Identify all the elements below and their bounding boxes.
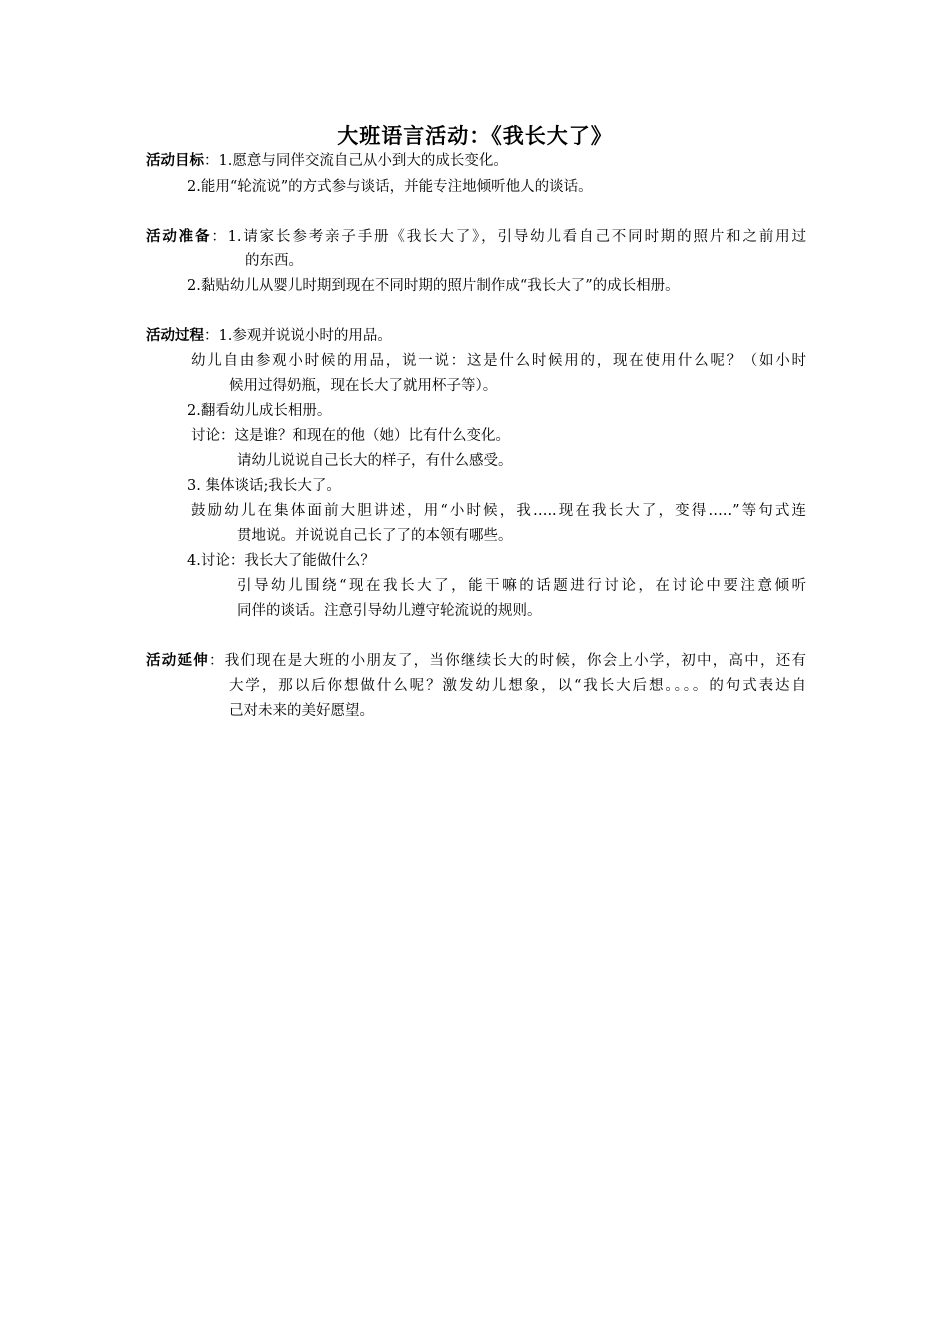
process-step-4-detail-line-1: 引导幼儿围绕“现在我长大了，能干嘛的话题进行讨论，在讨论中要注意倾听	[237, 578, 806, 594]
process-step-4: 4.讨论：我长大了能做什么？	[187, 553, 375, 569]
process-step-4-detail-line-2: 同伴的谈话。注意引导幼儿遵守轮流说的规则。	[237, 603, 542, 619]
goal-item-2: 2.能用“轮流说”的方式参与谈话，并能专注地倾听他人的谈话。	[187, 179, 593, 195]
process-step-2-detail-line-1: 讨论：这是谁？和现在的他（她）比有什么变化。	[191, 428, 510, 444]
process-step-2-detail-line-2: 请幼儿说说自己长大的样子，有什么感受。	[237, 453, 513, 469]
prep-label: 活动准备	[146, 228, 212, 245]
prep-item-1-line-1: ：1.请家长参考亲子手册《我长大了》，引导幼儿看自己不同时期的照片和之前用过	[211, 229, 806, 245]
process-step-1: ：1.参观并说说小时的用品。	[204, 328, 392, 344]
prep-line-1	[146, 227, 806, 247]
prep-item-1-line-2: 的东西。	[245, 253, 303, 269]
extension-label: 活动延伸	[146, 652, 209, 669]
process-step-3-detail-line-1: 鼓励幼儿在集体面前大胆讲述，用“小时候，我…..现在我长大了，变得…..”等句式连	[191, 503, 806, 519]
goal-line-1	[146, 151, 508, 171]
process-step-3-detail-line-2: 贯地说。并说说自己长了了的本领有哪些。	[237, 528, 513, 544]
process-line-1	[146, 326, 392, 346]
extension-text-line-2: 大学，那以后你想做什么呢？激发幼儿想象，以“我长大后想。。。。的句式表达自	[229, 678, 806, 694]
process-step-3: 3. 集体谈话;我长大了。	[187, 478, 341, 494]
process-step-1-detail-line-1: 幼儿自由参观小时候的用品，说一说：这是什么时候用的，现在使用什么呢？（如小时	[191, 353, 806, 369]
process-label: 活动过程	[146, 327, 204, 344]
extension-line-1	[146, 651, 806, 671]
goal-label: 活动目标	[146, 152, 204, 169]
process-step-2: 2.翻看幼儿成长相册。	[187, 403, 332, 419]
extension-text-line-3: 己对未来的美好愿望。	[229, 703, 374, 719]
goal-item-1: ：1.愿意与同伴交流自己从小到大的成长变化。	[204, 153, 508, 169]
prep-item-2: 2.黏贴幼儿从婴儿时期到现在不同时期的照片制作成“我长大了”的成长相册。	[187, 278, 680, 294]
extension-text-line-1: ：我们现在是大班的小朋友了，当你继续长大的时候，你会上小学，初中，高中，还有	[208, 653, 807, 669]
document-title: 大班语言活动：《我长大了》	[337, 123, 613, 148]
process-step-1-detail-line-2: 候用过得奶瓶，现在长大了就用杯子等）。	[229, 378, 498, 394]
